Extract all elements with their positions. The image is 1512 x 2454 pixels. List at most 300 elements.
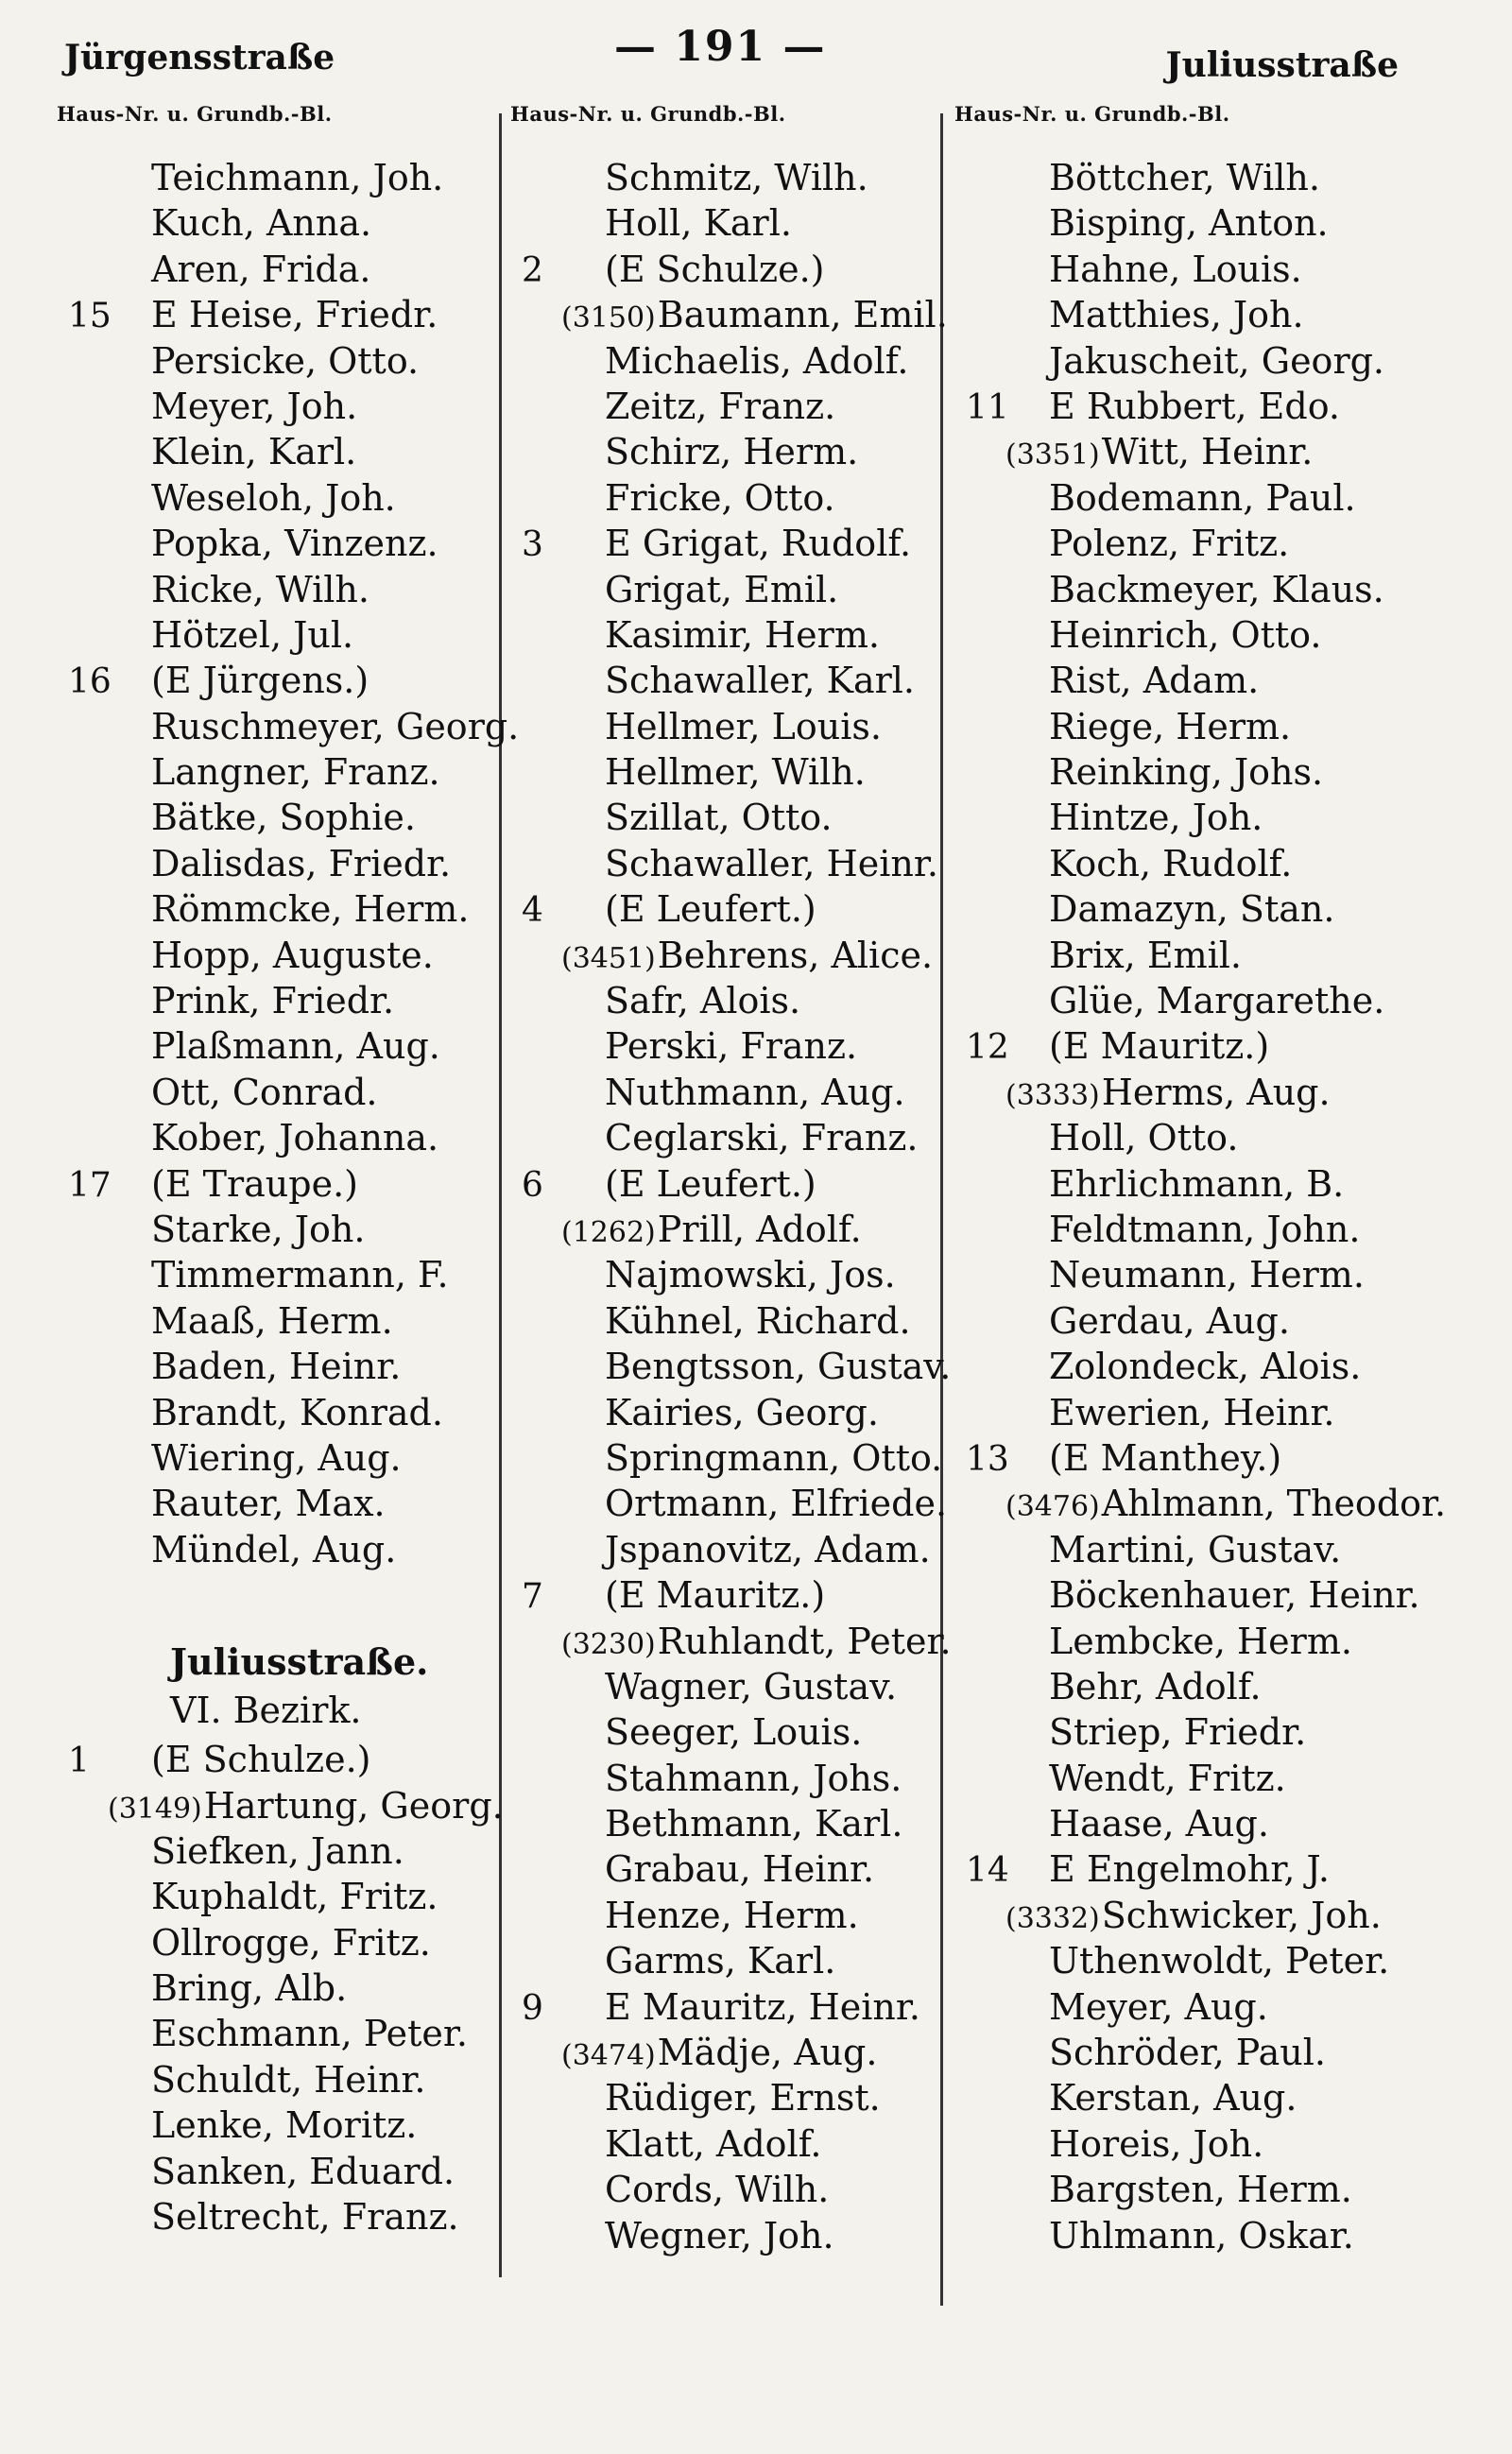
entry-row	[510, 614, 945, 660]
resident-name: E Mauritz, Heinr.	[605, 1985, 920, 2028]
resident-name: Hellmer, Wilh.	[605, 751, 866, 794]
resident-name: Wiering, Aug.	[151, 1436, 402, 1479]
resident-name: Neumann, Herm.	[1049, 1254, 1365, 1296]
entry-row	[510, 1300, 945, 1346]
entry-row	[57, 157, 501, 202]
entry-row	[954, 1346, 1399, 1391]
entry-row	[57, 431, 501, 476]
entry-row	[510, 1072, 945, 1117]
house-number: 4	[522, 891, 543, 931]
resident-name: Uthenwoldt, Peter.	[1049, 1940, 1390, 1982]
entry-row	[510, 1392, 945, 1437]
resident-name: Szillat, Otto.	[605, 797, 833, 839]
entry-row	[954, 386, 1399, 431]
resident-name: Feldtmann, John.	[1049, 1208, 1361, 1250]
entry-row	[510, 1803, 945, 1848]
entry-row	[510, 249, 945, 294]
resident-name: Zeitz, Franz.	[605, 385, 836, 427]
resident-name: Plaßmann, Aug.	[151, 1025, 440, 1068]
entry-row	[510, 980, 945, 1025]
grundbuch-number: (1262)	[561, 1215, 656, 1249]
entry-row	[954, 1163, 1399, 1209]
resident-name: Backmeyer, Klaus.	[1049, 568, 1384, 610]
resident-name: Meyer, Aug.	[1049, 1985, 1268, 2028]
entry-row	[57, 614, 501, 660]
column-2	[510, 102, 952, 2260]
entry-row	[57, 340, 501, 386]
entry-row	[57, 1967, 501, 2013]
column-head: Haus-Nr. u. Grundb.-Bl.	[57, 102, 333, 126]
resident-name: Polenz, Fritz.	[1049, 523, 1290, 565]
resident-name: Mädje, Aug.	[657, 2032, 878, 2074]
resident-name: Herms, Aug.	[1101, 1071, 1331, 1113]
entry-row	[954, 751, 1399, 797]
entry-row	[510, 1483, 948, 1528]
entry-row	[57, 1300, 501, 1346]
entry-row	[954, 935, 1399, 980]
resident-name: Ceglarski, Franz.	[605, 1117, 919, 1159]
resident-name: Schuldt, Heinr.	[151, 2058, 426, 2101]
entry-row	[954, 1529, 1399, 1574]
resident-name: Lenke, Moritz.	[151, 2104, 418, 2147]
resident-name: Hopp, Auguste.	[151, 934, 434, 976]
entry-row	[510, 2123, 945, 2169]
resident-name: Martini, Gustav.	[1049, 1528, 1342, 1570]
entry-row	[57, 523, 501, 568]
entry-row	[57, 888, 501, 934]
entry-row	[510, 843, 945, 888]
grundbuch-number: (3230)	[561, 1627, 656, 1661]
entry-row	[510, 2077, 945, 2122]
resident-name: Schwicker, Joh.	[1101, 1894, 1382, 1936]
resident-name: (E Mauritz.)	[1049, 1025, 1270, 1068]
entry-row	[510, 1025, 945, 1071]
entry-row	[954, 2215, 1399, 2260]
resident-name: Damazyn, Stan.	[1049, 888, 1335, 931]
entry-row	[510, 2215, 945, 2260]
entry-row	[57, 935, 501, 980]
entry-row	[954, 2169, 1399, 2214]
entry-row	[57, 1209, 501, 1254]
resident-name: Eschmann, Peter.	[151, 2013, 468, 2055]
resident-name: Timmermann, F.	[151, 1254, 449, 1296]
resident-name: Baden, Heinr.	[151, 1346, 402, 1388]
resident-name: Wegner, Joh.	[605, 2214, 834, 2257]
resident-name: Ruhlandt, Peter.	[657, 1620, 952, 1662]
entry-row	[57, 202, 501, 248]
entry-row	[510, 1848, 945, 1894]
house-number: 16	[68, 662, 112, 702]
resident-name: Brix, Emil.	[1049, 934, 1242, 976]
entry-row	[57, 660, 501, 705]
resident-name: Teichmann, Joh.	[151, 157, 444, 198]
entry-row	[954, 2077, 1399, 2122]
entry-row	[57, 1922, 501, 1967]
resident-name: Meyer, Joh.	[151, 385, 358, 427]
entries-list	[510, 157, 952, 2260]
resident-name: Persicke, Otto.	[151, 339, 420, 382]
entry-row	[57, 2151, 501, 2196]
entry-row	[57, 1483, 501, 1528]
entry-row	[954, 1437, 1399, 1483]
resident-name: Kerstan, Aug.	[1049, 2077, 1297, 2119]
resident-name: Ruschmeyer, Georg.	[151, 705, 520, 747]
resident-name: Schmitz, Wilh.	[605, 157, 868, 198]
resident-name: Maaß, Herm.	[151, 1299, 393, 1342]
entry-row	[510, 340, 945, 386]
entry-row	[510, 569, 945, 614]
entry-row	[57, 980, 501, 1025]
house-number: 6	[522, 1165, 543, 1205]
resident-name: Striep, Friedr.	[1049, 1711, 1307, 1754]
entry-row	[510, 431, 945, 476]
resident-name: Rist, Adam.	[1049, 660, 1260, 702]
entry-row	[954, 249, 1399, 294]
resident-name: Cords, Wilh.	[605, 2169, 830, 2211]
resident-name: Henze, Herm.	[605, 1894, 859, 1936]
entry-row	[510, 386, 945, 431]
entry-row	[954, 1483, 1447, 1528]
house-number: 11	[966, 387, 1009, 427]
entry-row	[510, 660, 945, 705]
column-1	[57, 102, 520, 2241]
resident-name: Kairies, Georg.	[605, 1391, 879, 1433]
resident-name: Perski, Franz.	[605, 1025, 858, 1068]
entry-row	[510, 797, 945, 842]
house-number: 7	[522, 1577, 543, 1617]
resident-name: Hartung, Georg.	[203, 1784, 504, 1827]
resident-name: Aren, Frida.	[151, 248, 371, 290]
entry-row	[510, 888, 945, 934]
resident-name: Wendt, Fritz.	[1049, 1757, 1286, 1799]
resident-name: Sanken, Eduard.	[151, 2150, 455, 2192]
grundbuch-number: (3474)	[561, 2039, 656, 2073]
resident-name: Uhlmann, Oskar.	[1049, 2214, 1354, 2257]
entry-row	[510, 935, 945, 980]
resident-name: (E Mauritz.)	[605, 1574, 826, 1617]
resident-name: Bring, Alb.	[151, 1967, 348, 2010]
resident-name: (E Traupe.)	[151, 1162, 359, 1205]
entry-row	[57, 1346, 501, 1391]
entry-row	[954, 1711, 1399, 1757]
entry-row	[954, 980, 1399, 1025]
header-left-street: Jürgensstraße	[64, 38, 335, 77]
entry-row	[954, 843, 1399, 888]
entry-row	[954, 2123, 1399, 2169]
resident-name: Jakuscheit, Georg.	[1049, 339, 1385, 382]
entry-row	[57, 2196, 501, 2241]
entry-row	[954, 1986, 1399, 2032]
resident-name: E Heise, Friedr.	[151, 294, 438, 336]
resident-name: Zolondeck, Alois.	[1049, 1346, 1362, 1388]
entry-row	[954, 1072, 1399, 1117]
entry-row	[954, 569, 1399, 614]
resident-name: Bisping, Anton.	[1049, 202, 1329, 245]
entry-row	[510, 751, 945, 797]
resident-name: Holl, Otto.	[1049, 1117, 1239, 1159]
entry-row	[57, 2059, 501, 2104]
resident-name: Bargsten, Herm.	[1049, 2169, 1352, 2211]
entry-row	[954, 202, 1399, 248]
resident-name: Najmowski, Jos.	[605, 1254, 896, 1296]
resident-name: Reinking, Johs.	[1049, 751, 1324, 794]
resident-name: Hintze, Joh.	[1049, 797, 1263, 839]
resident-name: Ortmann, Elfriede.	[605, 1483, 948, 1525]
resident-name: Rüdiger, Ernst.	[605, 2077, 881, 2119]
house-number: 14	[966, 1851, 1009, 1891]
entry-row	[510, 1620, 952, 1666]
resident-name: Springmann, Otto.	[605, 1436, 943, 1479]
entry-row	[954, 477, 1399, 523]
resident-name: Bodemann, Paul.	[1049, 476, 1356, 519]
resident-name: Schröder, Paul.	[1049, 2032, 1327, 2074]
resident-name: Jspanovitz, Adam.	[605, 1528, 931, 1570]
resident-name: Behrens, Alice.	[657, 934, 934, 976]
resident-name: Ahlmann, Theodor.	[1101, 1483, 1447, 1525]
resident-name: Ewerien, Heinr.	[1049, 1391, 1335, 1433]
entry-row	[510, 1711, 945, 1757]
entries-list	[57, 1739, 504, 2241]
entry-row	[510, 1163, 945, 1209]
entry-row	[510, 157, 945, 202]
column-head: Haus-Nr. u. Grundb.-Bl.	[510, 102, 786, 126]
resident-name: Nuthmann, Aug.	[605, 1071, 905, 1113]
grundbuch-number: (3332)	[1005, 1901, 1100, 1935]
resident-name: Kasimir, Herm.	[605, 613, 880, 656]
resident-name: Wagner, Gustav.	[605, 1665, 898, 1708]
resident-name: E Engelmohr, J.	[1049, 1848, 1330, 1891]
entry-row	[954, 431, 1399, 476]
entry-row	[510, 1574, 945, 1620]
entry-row	[510, 1437, 945, 1483]
entry-row	[954, 1574, 1420, 1620]
entry-row	[954, 523, 1399, 568]
entry-row	[57, 751, 501, 797]
entry-row	[510, 2169, 945, 2214]
entry-row	[510, 1895, 945, 1940]
resident-name: Haase, Aug.	[1049, 1803, 1269, 1845]
resident-name: Römmcke, Herm.	[151, 888, 470, 931]
resident-name: Stahmann, Johs.	[605, 1757, 902, 1799]
entry-row	[510, 523, 945, 568]
resident-name: (E Manthey.)	[1049, 1436, 1282, 1479]
entry-row	[510, 1529, 945, 1574]
entry-row	[57, 1072, 501, 1117]
entry-row	[57, 1529, 501, 1574]
entry-row	[954, 294, 1399, 339]
grundbuch-number: (3150)	[561, 301, 656, 335]
resident-name: (E Schulze.)	[605, 248, 825, 290]
resident-name: Ott, Conrad.	[151, 1071, 378, 1113]
page-header	[0, 17, 1512, 83]
resident-name: Weseloh, Joh.	[151, 476, 396, 519]
entry-row	[954, 706, 1399, 751]
resident-name: Seltrecht, Franz.	[151, 2196, 459, 2239]
resident-name: Kober, Johanna.	[151, 1117, 439, 1159]
entry-row	[954, 1300, 1399, 1346]
entry-row	[954, 1209, 1399, 1254]
resident-name: Grigat, Emil.	[605, 568, 839, 610]
entry-row	[510, 1117, 945, 1162]
resident-name: Fricke, Otto.	[605, 476, 835, 519]
entries-list	[57, 157, 520, 1574]
entry-row	[510, 706, 945, 751]
entry-row	[954, 1895, 1399, 1940]
resident-name: Gerdau, Aug.	[1049, 1299, 1290, 1342]
column-head: Haus-Nr. u. Grundb.-Bl.	[954, 102, 1230, 126]
grundbuch-number: (3149)	[108, 1792, 202, 1826]
entry-row	[57, 294, 501, 339]
entry-row	[57, 1392, 501, 1437]
entry-row	[510, 1758, 945, 1803]
resident-name: E Rubbert, Edo.	[1049, 385, 1340, 427]
resident-name: Prill, Adolf.	[657, 1208, 862, 1250]
house-number: 3	[522, 525, 543, 565]
entry-row	[510, 1666, 945, 1711]
resident-name: Brandt, Konrad.	[151, 1391, 443, 1433]
resident-name: Garms, Karl.	[605, 1940, 836, 1982]
entry-row	[954, 797, 1399, 842]
resident-name: Koch, Rudolf.	[1049, 842, 1293, 884]
resident-name: Baumann, Emil.	[657, 294, 948, 336]
entry-row	[954, 1117, 1399, 1162]
entry-row	[510, 202, 945, 248]
entry-row	[954, 660, 1399, 705]
header-right-street: Juliusstraße	[1165, 45, 1399, 85]
entry-row	[954, 340, 1399, 386]
resident-name: (E Leufert.)	[605, 888, 816, 931]
entry-row	[954, 1025, 1399, 1071]
column-3	[954, 102, 1447, 2260]
entry-row	[954, 1621, 1399, 1666]
resident-name: Schawaller, Karl.	[605, 660, 916, 702]
entry-row	[57, 843, 501, 888]
resident-name: E Grigat, Rudolf.	[605, 523, 912, 565]
entry-row	[510, 1346, 952, 1391]
resident-name: Seeger, Louis.	[605, 1711, 863, 1754]
entry-row	[510, 1254, 945, 1299]
entry-row	[57, 2013, 501, 2058]
resident-name: Klatt, Adolf.	[605, 2122, 822, 2165]
resident-name: (E Jürgens.)	[151, 660, 369, 702]
entry-row	[57, 705, 520, 751]
resident-name: Kühnel, Richard.	[605, 1299, 911, 1342]
resident-name: Safr, Alois.	[605, 980, 801, 1022]
resident-name: Bengtsson, Gustav.	[605, 1346, 952, 1388]
resident-name: Hötzel, Jul.	[151, 613, 354, 656]
entry-row	[57, 569, 501, 614]
resident-name: Ehrlichmann, B.	[1049, 1162, 1345, 1205]
entry-row	[57, 797, 501, 842]
entry-row	[510, 1986, 945, 2032]
resident-name: Horeis, Joh.	[1049, 2122, 1264, 2165]
entry-row	[954, 1940, 1399, 1985]
resident-name: Popka, Vinzenz.	[151, 523, 438, 565]
resident-name: (E Schulze.)	[151, 1739, 371, 1781]
resident-name: Hellmer, Louis.	[605, 705, 882, 747]
resident-name: Dalisdas, Friedr.	[151, 842, 452, 884]
entry-row	[954, 1392, 1399, 1437]
resident-name: Michaelis, Adolf.	[605, 339, 909, 382]
resident-name: Kuch, Anna.	[151, 202, 372, 245]
entry-row	[57, 477, 501, 523]
resident-name: Lembcke, Herm.	[1049, 1620, 1352, 1662]
resident-name: Klein, Karl.	[151, 431, 357, 473]
resident-name: Schirz, Herm.	[605, 431, 859, 473]
entry-row	[57, 2104, 501, 2150]
entry-row	[57, 1025, 501, 1071]
resident-name: Böttcher, Wilh.	[1049, 157, 1320, 198]
resident-name: Grabau, Heinr.	[605, 1848, 875, 1891]
entry-row	[954, 614, 1399, 660]
resident-name: Heinrich, Otto.	[1049, 613, 1322, 656]
entry-row	[510, 294, 948, 339]
house-number: 2	[522, 250, 543, 290]
resident-name: Bethmann, Karl.	[605, 1803, 903, 1845]
resident-name: Starke, Joh.	[151, 1208, 366, 1250]
resident-name: Mündel, Aug.	[151, 1528, 397, 1570]
resident-name: Bätke, Sophie.	[151, 797, 416, 839]
entry-row	[57, 1876, 501, 1921]
entry-row	[57, 1739, 501, 1784]
entry-row	[57, 1163, 501, 1209]
entry-row	[954, 1848, 1399, 1894]
entry-row	[510, 2032, 945, 2077]
entry-row	[57, 386, 501, 431]
resident-name: Witt, Heinr.	[1101, 431, 1314, 473]
entry-row	[57, 1254, 501, 1299]
section-subtitle: VI. Bezirk.	[170, 1690, 362, 1732]
house-number: 12	[966, 1028, 1009, 1068]
resident-name: Riege, Herm.	[1049, 705, 1292, 747]
entry-row	[954, 1803, 1399, 1848]
house-number: 17	[68, 1165, 112, 1205]
grundbuch-number: (3333)	[1005, 1078, 1100, 1112]
resident-name: Böckenhauer, Heinr.	[1049, 1574, 1420, 1617]
resident-name: Siefken, Jann.	[151, 1829, 404, 1872]
grundbuch-number: (3476)	[1005, 1490, 1100, 1524]
resident-name: Ollrogge, Fritz.	[151, 1921, 431, 1964]
entry-row	[57, 1830, 501, 1876]
resident-name: Ricke, Wilh.	[151, 568, 369, 610]
resident-name: Schawaller, Heinr.	[605, 842, 938, 884]
resident-name: Prink, Friedr.	[151, 980, 395, 1022]
resident-name: Glüe, Margarethe.	[1049, 980, 1385, 1022]
resident-name: Hahne, Louis.	[1049, 248, 1302, 290]
section-title: Juliusstraße.	[170, 1640, 429, 1684]
house-number: 9	[522, 1988, 543, 2028]
house-number: 15	[68, 297, 112, 336]
resident-name: Kuphaldt, Fritz.	[151, 1876, 438, 1918]
entry-row	[510, 1209, 945, 1254]
entry-row	[954, 1254, 1399, 1299]
entry-row	[510, 1940, 945, 1985]
entry-row	[57, 1437, 501, 1483]
resident-name: Matthies, Joh.	[1049, 294, 1304, 336]
entry-row	[57, 1784, 504, 1830]
house-number: 1	[68, 1742, 90, 1781]
resident-name: Langner, Franz.	[151, 751, 440, 794]
resident-name: Behr, Adolf.	[1049, 1665, 1262, 1708]
entry-row	[57, 249, 501, 294]
entry-row	[954, 1758, 1399, 1803]
entry-row	[954, 888, 1399, 934]
entry-row	[954, 1666, 1399, 1711]
resident-name: Rauter, Max.	[151, 1483, 386, 1525]
page-number: — 191 —	[614, 23, 827, 71]
entry-row	[954, 2032, 1399, 2077]
resident-name: Holl, Karl.	[605, 202, 792, 245]
